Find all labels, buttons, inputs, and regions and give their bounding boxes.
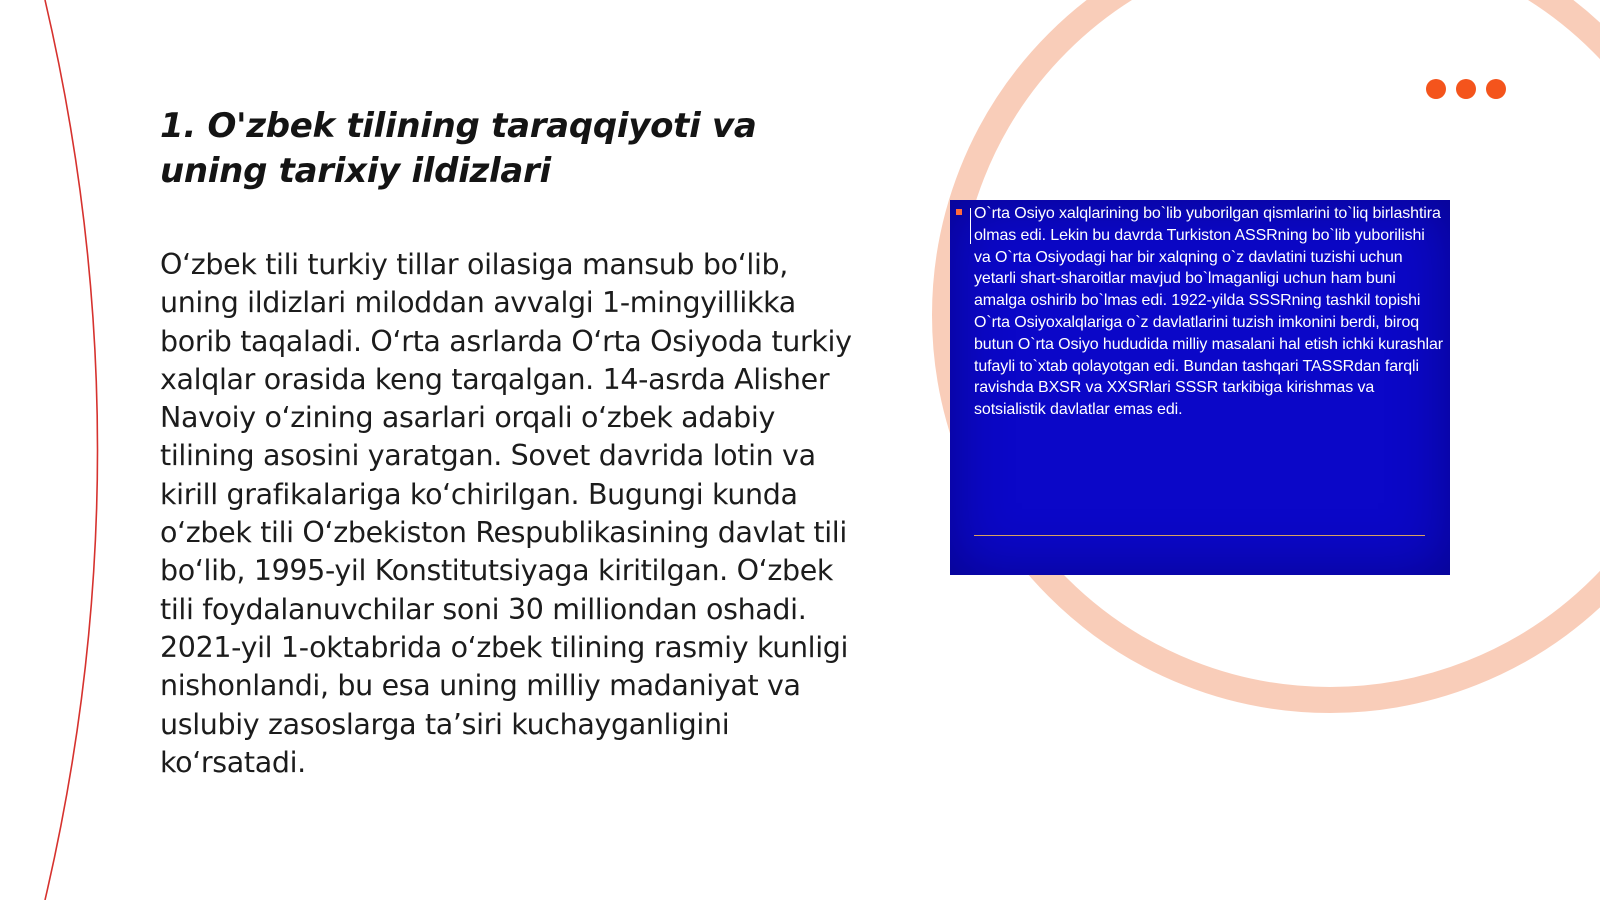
bullet-icon	[956, 209, 962, 215]
blue-text-box	[950, 200, 1450, 575]
dot	[1456, 79, 1476, 99]
slide-body-text: O‘zbek tili turkiy tillar oilasiga mansub bo‘lib, uning ildizlari miloddan avvalgi 1-mingyillikka borib taqaladi. O‘rta asrlarda O‘rta Osiyoda turkiy xalqlar orasida keng tarqalgan. 14-asrda Alisher Navoiy o‘zining asarlari orqali o‘zbek adabiy tilining asosini yaratgan. Sovet davrida lotin va kirill grafikalariga ko‘chirilgan. Bugungi kunda o‘zbek tili O‘zbekiston Respublikasining davlat tili bo‘lib, 1995-yil Konstitutsiyaga kiritilgan. O‘zbek tili foydalanuvchilar soni 30 milliondan oshadi. 2021-yil 1-oktabrida o‘zbek tilining rasmiy kunligi nishonlandi, bu esa uning milliy madaniyat va uslubiy zasoslarga ta’siri kuchayganligini ko‘rsatadi.	[160, 248, 852, 779]
three-dots-icon	[1426, 79, 1506, 99]
left-curve-line	[45, 0, 98, 900]
text-cursor	[970, 208, 971, 244]
dot	[1426, 79, 1446, 99]
box-divider	[974, 535, 1425, 536]
blue-box-text: O`rta Osiyo xalqlarining bo`lib yuborilgan qismlarini to`liq birlashtira olmas edi. Lekin bu davrda Turkiston ASSRning bo`lib yuborilishi va O`rta Osiyodagi har bir xalqning o`z davlatini tuzishi uchun yetarli shart-sharoitlar mavjud bo`lmaganligi uchun ham buni amalga oshirib bo`lmas edi. 1922-yilda SSSRning tashkil topishi O`rta Osiyoxalqlariga o`z davlatlarini tuzish imkonini berdi, biroq butun O`rta Osiyo hududida milliy masalani hal etish ichki kurashlar tufayli to`xtab qolayotgan edi. Bundan tashqari TASSRdan farqli ravishda BXSR va XXSRlari SSSR tarkibiga kirishmas va sotsialistik davlatlar emas edi.	[974, 205, 1443, 419]
dot	[1486, 79, 1506, 99]
slide-title: 1. O'zbek tilining taraqqiyoti va uning tarixiy ildizlari	[160, 106, 757, 191]
